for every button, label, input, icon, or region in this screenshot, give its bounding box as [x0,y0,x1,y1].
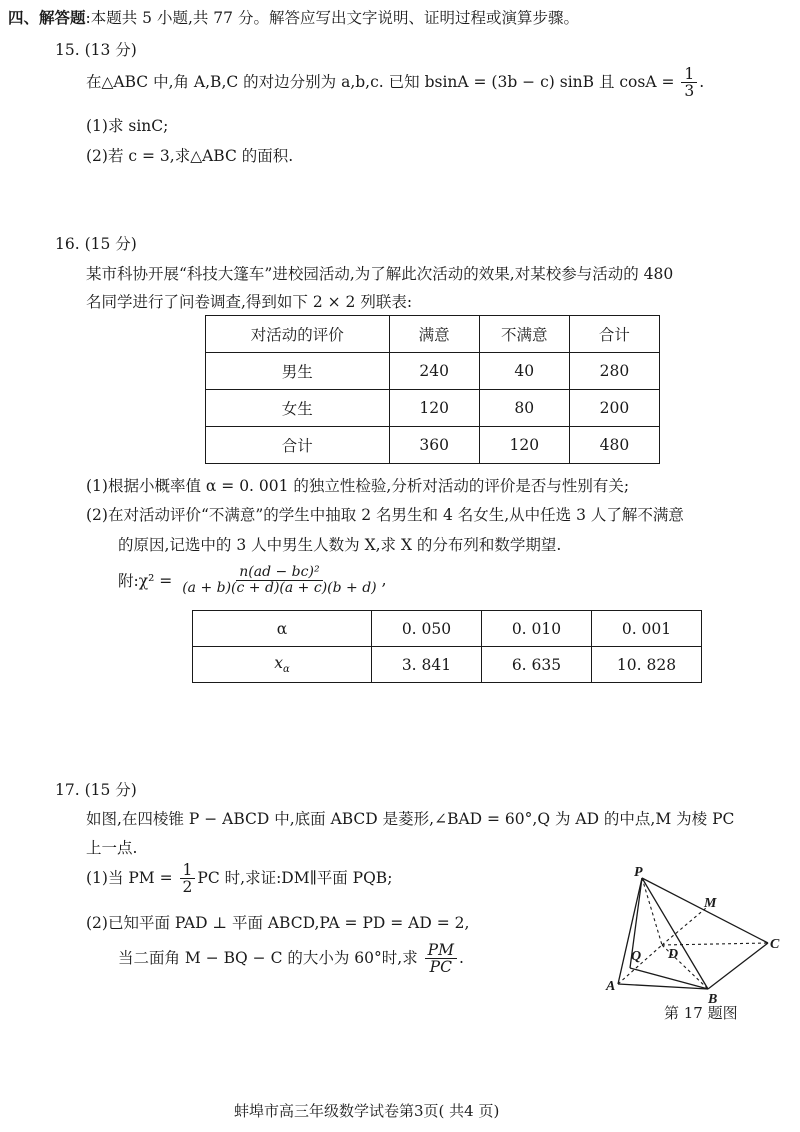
table-cell: 6. 635 [481,647,591,683]
label-A: A [606,979,616,994]
table-header-cell: 对活动的评价 [206,316,390,353]
q16-stem-line2: 名同学进行了问卷调查,得到如下 2 × 2 列联表: [86,293,413,311]
table-cell: 合计 [206,427,390,464]
q17-part2-fraction [425,942,457,976]
q15-frac-den: 3 [684,82,695,101]
section-heading [8,6,579,28]
q15-stem [86,66,704,100]
q15-part1: (1)求 sinC; [86,117,169,135]
x-label: x [274,653,283,672]
q17-part1-b: PC 时,求证:DM∥平面 PQB; [197,868,393,887]
q17-part2-line2 [118,942,464,976]
table-cell: 0. 001 [591,611,701,647]
table-cell: 女生 [206,390,390,427]
q16-header [55,232,137,254]
table-row [206,353,660,390]
appendix-label: 附:χ² = [118,572,173,591]
q15-stem-end: . [699,72,705,91]
section-instructions: :本题共 5 小题,共 77 分。解答应写出文字说明、证明过程或演算步骤。 [85,9,579,27]
page-footer: 蚌埠市高三年级数学试卷第3页( 共4 页) [234,1102,500,1120]
alpha-label-cell: α [193,611,372,647]
q17-number: 17. [55,781,80,799]
q17-part1 [86,862,392,896]
q16-part1: (1)根据小概率值 α = 0. 001 的独立性检验,分析对活动的评价是否与性别有关; [86,477,630,495]
table-row [193,647,702,683]
q15-header [55,38,137,60]
table-cell: 男生 [206,353,390,390]
q15-fraction [681,66,697,100]
figure-caption: 第 17 题图 [664,1004,738,1022]
table-header-cell: 合计 [569,316,659,353]
q17-part1-fraction [180,862,196,896]
formula-denominator: (a + b)(c + d)(a + c)(b + d) [182,579,377,596]
q17-part1-num: 1 [180,862,196,879]
label-P: P [634,865,643,880]
q15-points: (13 分) [84,41,137,59]
q16-part2-line1: (2)在对活动评价“不满意”的学生中抽取 2 名男生和 4 名女生,从中任选 3 人了解不满意 [86,506,684,524]
x-subscript: α [282,664,290,676]
table-row [206,390,660,427]
table-row [193,611,702,647]
table-cell: 360 [389,427,479,464]
q16-number: 16. [55,235,80,253]
q15-number: 15. [55,41,80,59]
table-cell: 3. 841 [371,647,481,683]
table-header-row [206,316,660,353]
q17-part2-end: . [458,948,464,967]
contingency-table [205,315,660,464]
edge-DC [662,943,768,945]
q17-part2-den: PC [429,958,452,977]
edge-PD [642,878,662,945]
q16-appendix [118,565,387,595]
q16-stem-line1: 某市科协开展“科技大篷车”进校园活动,为了解此次活动的效果,对某校参与活动的 480 [86,265,674,283]
label-B: B [708,992,718,1007]
q17-header [55,778,137,800]
edge-DM [662,908,706,945]
table-cell: 200 [569,390,659,427]
formula-numerator: n(ad − bc)² [236,565,322,581]
q16-points: (15 分) [84,235,137,253]
q17-part1-a: (1)当 PM = [86,868,173,887]
table-cell: 240 [389,353,479,390]
q17-points: (15 分) [84,781,137,799]
q15-part2: (2)若 c = 3,求△ABC 的面积. [86,147,294,165]
q17-part2-num: PM [425,942,457,959]
table-header-cell: 不满意 [479,316,569,353]
table-cell: 480 [569,427,659,464]
label-Q: Q [631,949,642,964]
table-cell: 10. 828 [591,647,701,683]
critical-value-table [192,610,702,683]
section-title: 四、解答题 [8,8,86,27]
formula-end: , [381,571,387,590]
label-D: D [668,947,679,962]
table-cell: 0. 050 [371,611,481,647]
q17-stem-line2: 上一点. [86,839,138,857]
q15-stem-text: 在△ABC 中,角 A,B,C 的对边分别为 a,b,c. 已知 bsinA = (3b − c) sinB 且 cosA = [86,72,675,91]
table-cell: 120 [389,390,479,427]
table-cell: 40 [479,353,569,390]
label-M: M [704,896,717,911]
q17-part2-line1: (2)已知平面 PAD ⊥ 平面 ABCD,PA = PD = AD = 2, [86,914,470,932]
q17-part2-a: 当二面角 M − BQ − C 的大小为 60°时,求 [118,948,418,967]
table-row [206,427,660,464]
table-cell: 120 [479,427,569,464]
label-C: C [770,937,780,952]
q16-part2-line2: 的原因,记选中的 3 人中男生人数为 X,求 X 的分布列和数学期望. [118,536,562,554]
table-cell: 0. 010 [481,611,591,647]
edge-BC [708,943,768,989]
table-header-cell: 满意 [389,316,479,353]
q15-frac-num: 1 [681,66,697,83]
chi-square-formula [179,565,379,595]
x-label-cell [193,647,372,683]
table-cell: 80 [479,390,569,427]
table-cell: 280 [569,353,659,390]
q17-stem-line1: 如图,在四棱锥 P − ABCD 中,底面 ABCD 是菱形,∠BAD = 60°,Q 为 AD 的中点,M 为棱 PC [86,810,735,828]
q17-part1-den: 2 [182,878,193,897]
